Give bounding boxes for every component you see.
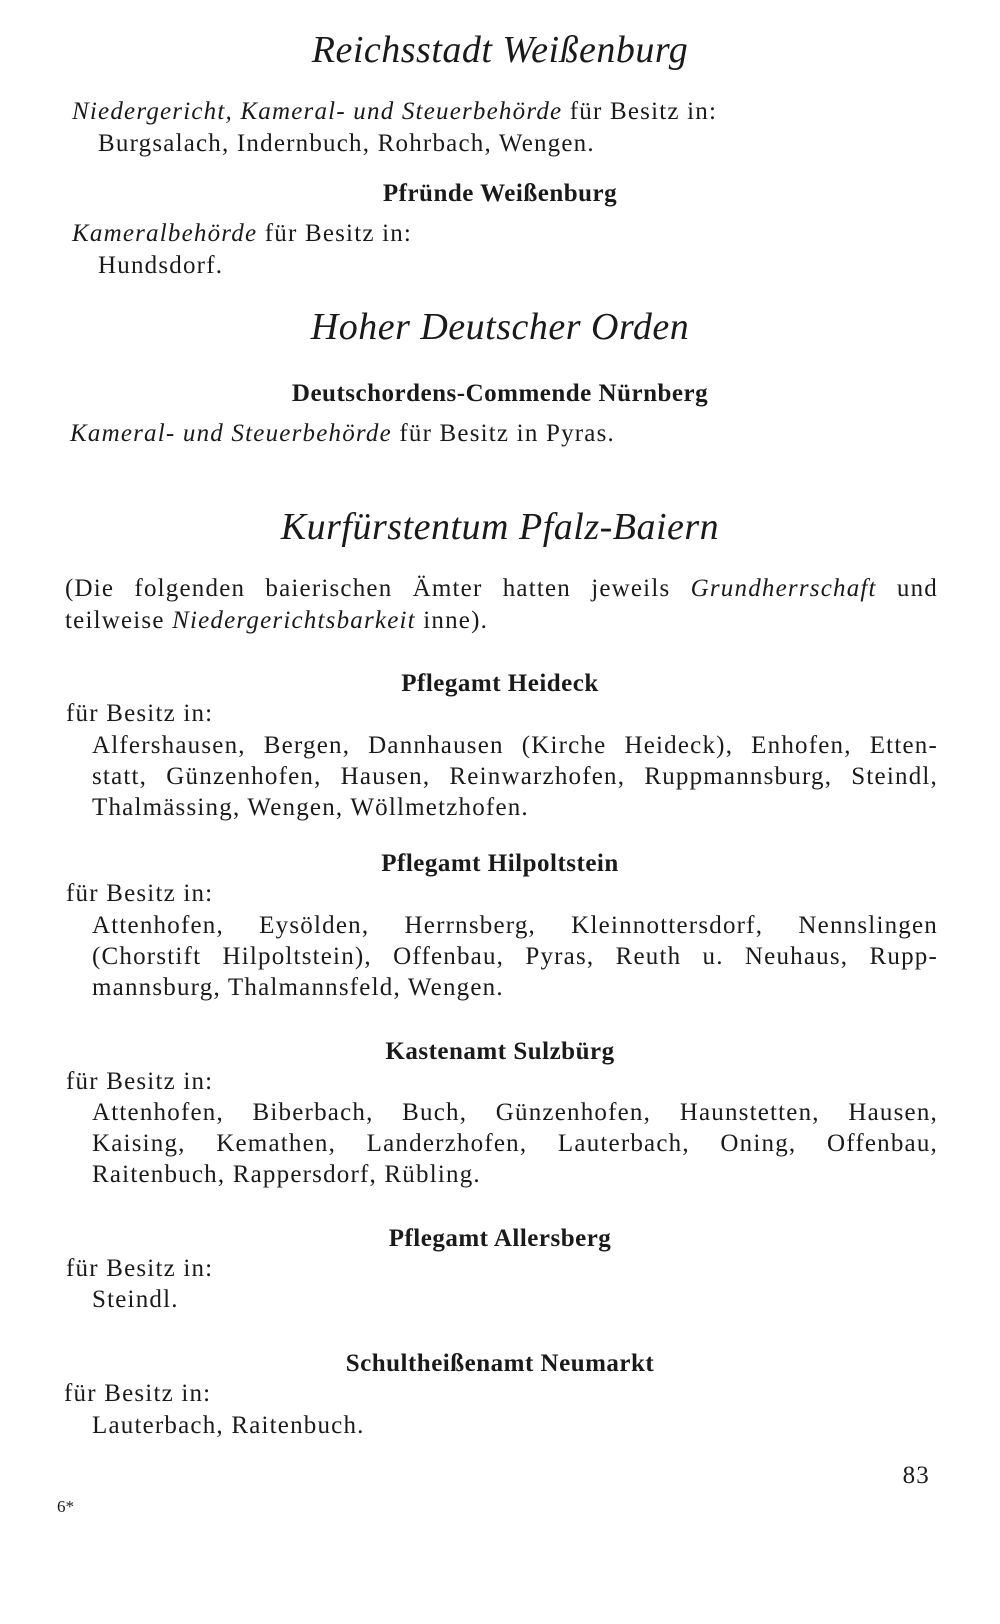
section-title-weissenburg: Reichsstadt Weißenburg: [311, 29, 689, 71]
orden-entry-line: [70, 420, 615, 448]
pfruende-heading: Pfründe Weißenburg: [382, 180, 618, 207]
office-label-heideck: für Besitz in:: [66, 700, 214, 727]
office-places-heideck-3: Thalmässing, Wengen, Wöllmetzhofen.: [92, 794, 529, 821]
weissenburg-entry-line: [72, 98, 717, 126]
intro-text-2: und: [896, 575, 939, 602]
office-places-sulzbuerg-3: Raitenbuch, Rappersdorf, Rübling.: [92, 1161, 481, 1188]
pfruende-suffix: für Besitz in:: [264, 220, 413, 247]
office-places-hilpoltstein-1: Attenhofen, Eysölden, Herrnsberg, Kleinnottersdorf, Nennslingen: [92, 912, 938, 939]
office-places-heideck-2: statt, Günzenhofen, Hausen, Reinwarzhofen, Ruppmannsburg, Steindl,: [92, 763, 938, 790]
office-label-sulzbuerg: für Besitz in:: [66, 1068, 214, 1095]
pfruende-role: Kameralbehörde: [72, 220, 258, 247]
office-heading-sulzbuerg: Kastenamt Sulzbürg: [385, 1038, 615, 1065]
pfruende-places: Hundsdorf.: [98, 252, 224, 279]
page-number: 83: [902, 1462, 930, 1489]
pfalz-intro-line-2: [65, 607, 488, 635]
office-places-hilpoltstein-2: (Chorstift Hilpoltstein), Offenbau, Pyras, Reuth u. Neuhaus, Rupp-: [92, 943, 938, 970]
office-heading-neumarkt: Schultheißenamt Neumarkt: [345, 1350, 655, 1377]
office-label-hilpoltstein: für Besitz in:: [66, 880, 214, 907]
office-places-neumarkt-1: Lauterbach, Raitenbuch.: [92, 1412, 365, 1439]
office-heading-heideck: Pflegamt Heideck: [401, 670, 599, 697]
weissenburg-suffix: für Besitz in:: [569, 98, 718, 125]
signature-mark: 6*: [57, 1497, 74, 1516]
office-places-sulzbuerg-1: Attenhofen, Biberbach, Buch, Günzenhofen, Haunstetten, Hausen,: [92, 1099, 938, 1126]
orden-role: Kameral- und Steuerbehörde: [70, 420, 392, 447]
pfruende-entry-line: [72, 220, 412, 248]
orden-suffix: für Besitz in Pyras.: [399, 420, 615, 447]
office-places-sulzbuerg-2: Kaising, Kemathen, Landerzhofen, Lauterbach, Oning, Offenbau,: [92, 1130, 938, 1157]
office-heading-hilpoltstein: Pflegamt Hilpoltstein: [381, 850, 619, 877]
office-heading-allersberg: Pflegamt Allersberg: [388, 1225, 612, 1252]
intro-italic-niedergericht: Niedergerichtsbarkeit: [172, 607, 416, 634]
intro-text-1: (Die folgenden baierischen Ämter hatten jeweils: [65, 575, 671, 602]
intro-text-4: inne).: [423, 607, 489, 634]
office-label-neumarkt: für Besitz in:: [64, 1380, 212, 1407]
office-places-heideck-1: Alfershausen, Bergen, Dannhausen (Kirche Heideck), Enhofen, Etten-: [92, 732, 938, 759]
section-title-orden: Hoher Deutscher Orden: [310, 306, 690, 348]
office-label-allersberg: für Besitz in:: [66, 1255, 214, 1282]
office-places-hilpoltstein-3: mannsburg, Thalmannsfeld, Wengen.: [92, 974, 504, 1001]
orden-heading: Deutschordens-Commende Nürnberg: [291, 380, 709, 407]
intro-italic-grundherrschaft: Grundherrschaft: [690, 575, 877, 602]
weissenburg-places: Burgsalach, Indernbuch, Rohrbach, Wengen.: [98, 130, 595, 157]
pfalz-intro-line-1: [65, 575, 938, 603]
weissenburg-role: Niedergericht, Kameral- und Steuerbehörde: [72, 98, 563, 125]
section-title-pfalz: Kurfürstentum Pfalz-Baiern: [280, 506, 720, 548]
office-places-allersberg-1: Steindl.: [92, 1286, 179, 1313]
intro-text-3: teilweise: [65, 607, 165, 634]
